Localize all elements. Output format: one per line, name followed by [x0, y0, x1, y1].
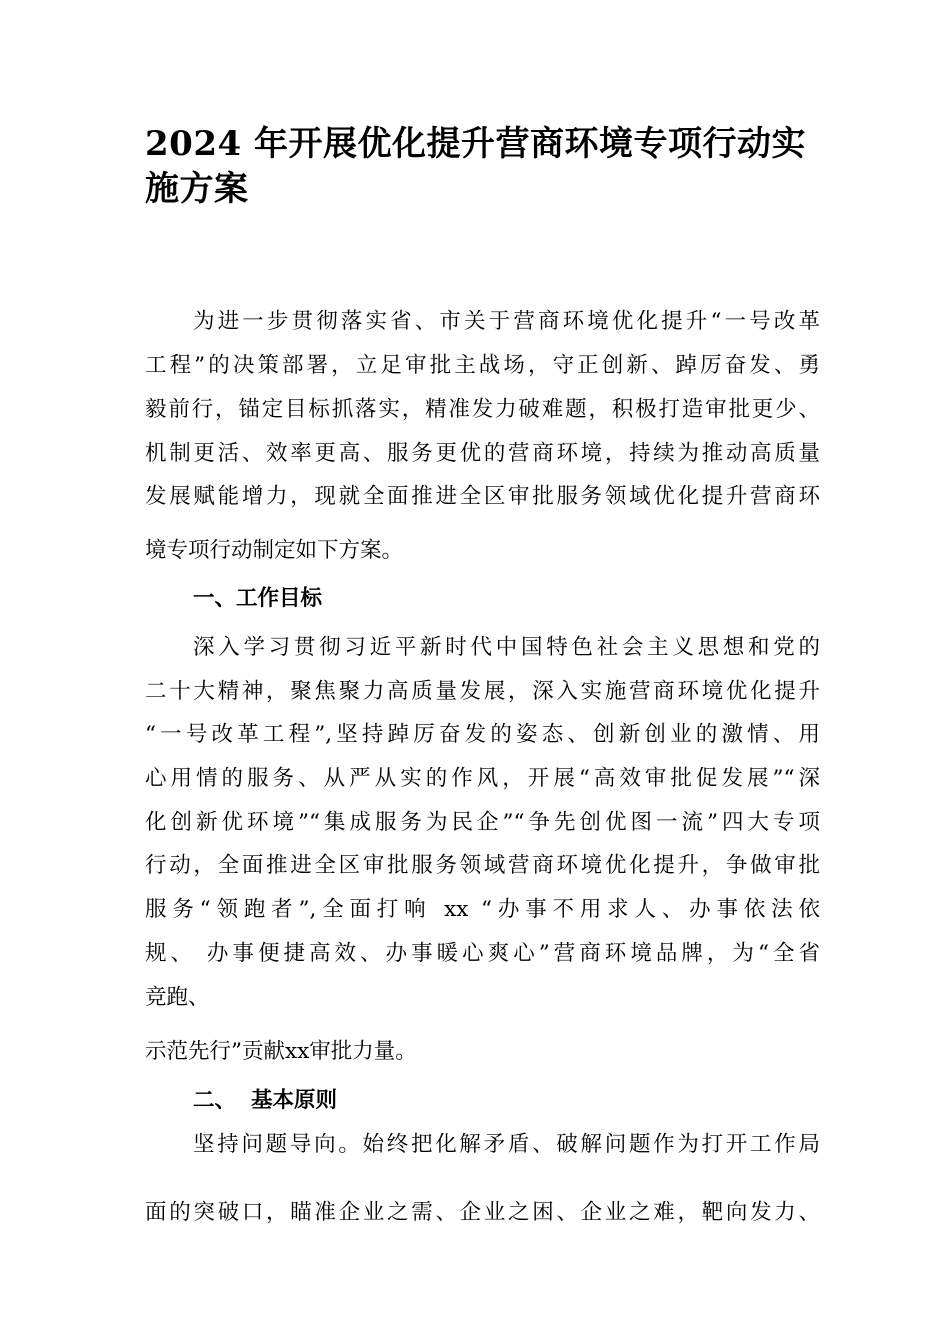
intro-line-5: 发展赋能增力，现就全面推进全区审批服务领域优化提升营商环	[145, 484, 820, 509]
intro-line-4: 机制更活、效率更高、服务更优的营商环境，持续为推动高质量	[145, 441, 820, 466]
section-1-line-1: 深入学习贯彻习近平新时代中国特色社会主义思想和党的	[193, 635, 820, 660]
section-1-line-7: 服务“领跑者”,全面打响 xx “办事不用求人、办事依法依	[145, 897, 820, 922]
intro-line-3: 毅前行，锚定目标抓落实，精准发力破难题，积极打造审批更少、	[145, 397, 820, 422]
section-1-line-5: 化创新优环境”“集成服务为民企”“争先创优图一流”四大专项	[145, 810, 820, 835]
section-2-line-2: 面的突破口，瞄准企业之需、企业之困、企业之难，靶向发力、	[145, 1200, 820, 1225]
section-1-line-8: 规、 办事便捷高效、办事暖心爽心”营商环境品牌，为“全省	[145, 941, 820, 966]
document-title-line-2: 施方案	[145, 169, 249, 209]
document-title-line-1: 2024 年开展优化提升营商环境专项行动实	[145, 124, 806, 164]
section-1-line-10: 示范先行”贡献xx审批力量。	[145, 1039, 417, 1064]
section-1-heading: 一、工作目标	[193, 586, 323, 611]
section-2-heading: 二、 基本原则	[193, 1088, 337, 1113]
section-1-line-6: 行动，全面推进全区审批服务领域营商环境优化提升，争做审批	[145, 853, 820, 878]
section-1-line-2: 二十大精神，聚焦聚力高质量发展，深入实施营商环境优化提升	[145, 679, 820, 704]
section-1-line-3: “一号改革工程”,坚持踔厉奋发的姿态、创新创业的激情、用	[145, 722, 820, 747]
intro-line-2: 工程”的决策部署，立足审批主战场，守正创新、踔厉奋发、勇	[145, 353, 820, 378]
section-1-line-4: 心用情的服务、从严从实的作风，开展“高效审批促发展”“深	[145, 766, 820, 791]
intro-line-1: 为进一步贯彻落实省、市关于营商环境优化提升“一号改革	[193, 309, 820, 334]
intro-line-6: 境专项行动制定如下方案。	[145, 538, 404, 563]
section-2-line-1: 坚持问题导向。始终把化解矛盾、破解问题作为打开工作局	[193, 1132, 820, 1157]
section-1-line-9: 竞跑、	[145, 985, 210, 1010]
